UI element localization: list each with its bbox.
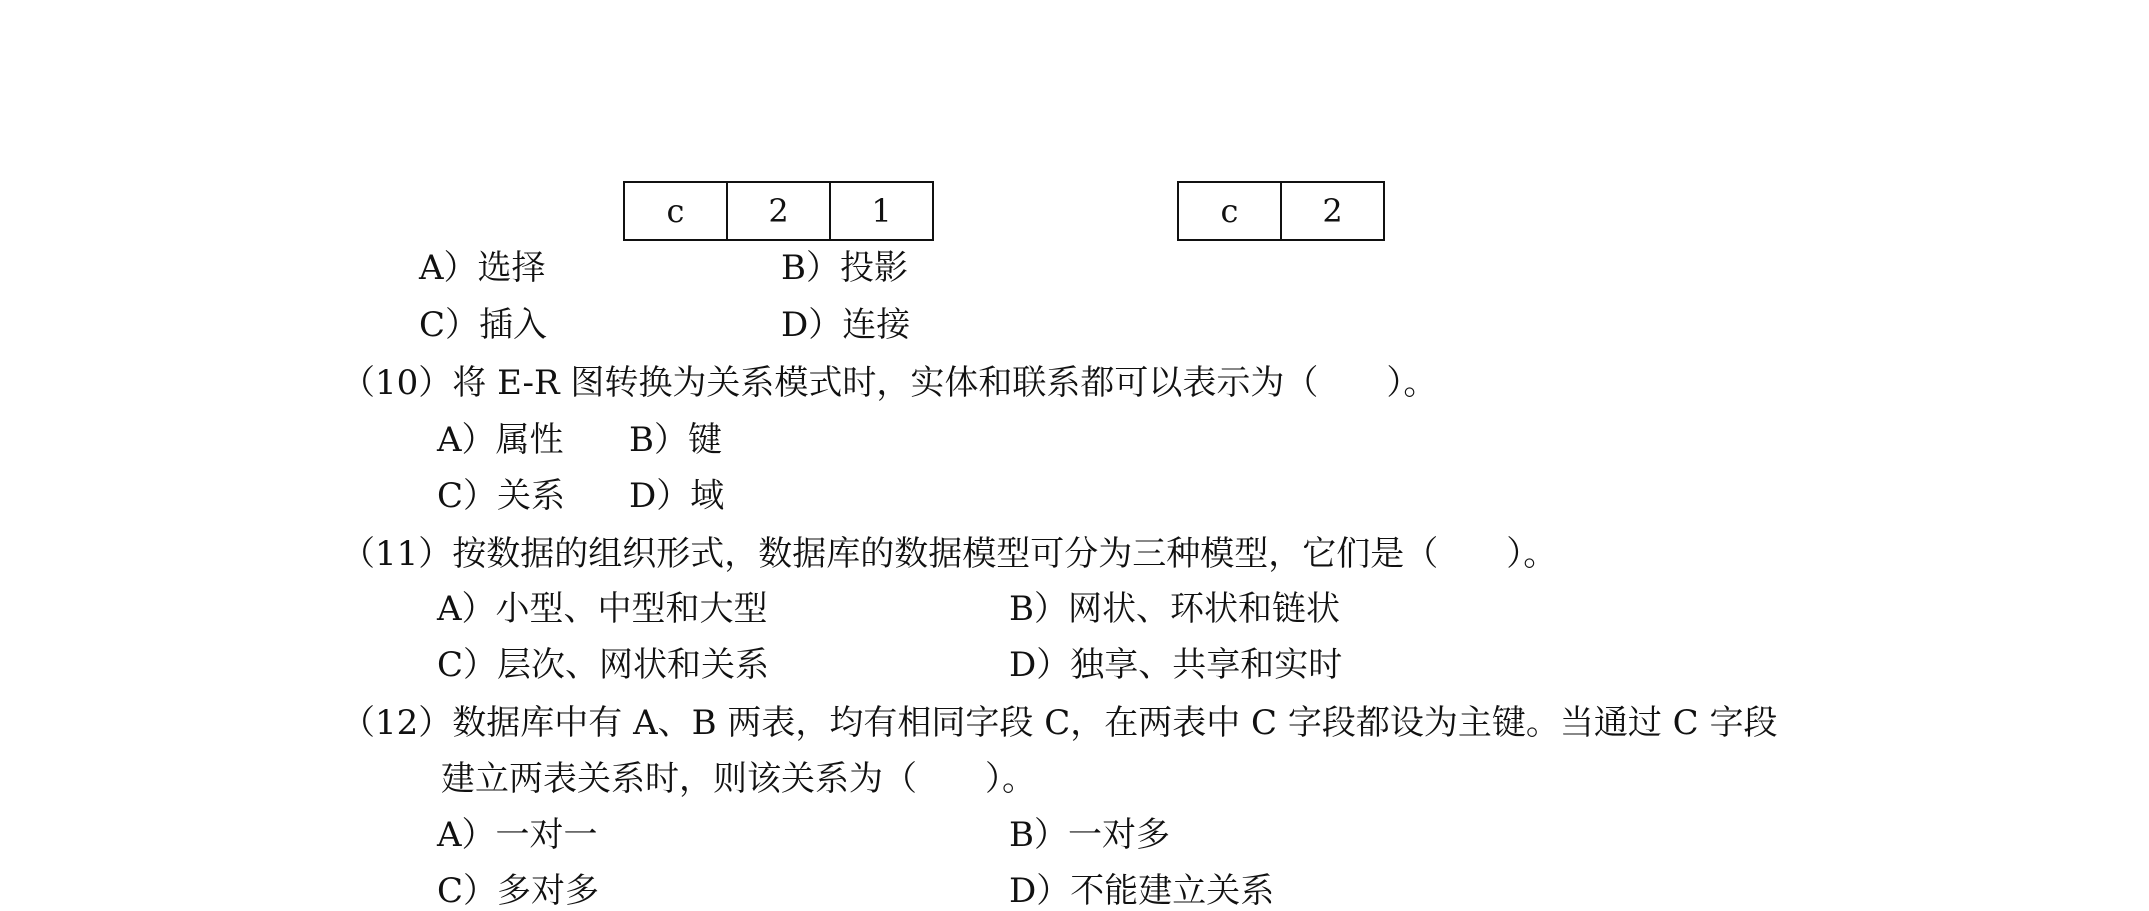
q10-option-d: D）域 <box>629 476 725 516</box>
q9-option-d: D）连接 <box>781 305 911 345</box>
q12-option-c: C）多对多 <box>437 871 600 911</box>
q12-option-a: A）一对一 <box>437 815 598 855</box>
table-cell: 2 <box>1281 182 1384 240</box>
relation-table-left <box>623 181 934 241</box>
q9-option-c: C）插入 <box>419 305 548 345</box>
table-cell: c <box>1178 182 1281 240</box>
q10-option-b: B）键 <box>629 420 722 460</box>
table-cell: 1 <box>830 182 933 240</box>
q10-option-a: A）属性 <box>437 420 564 460</box>
q12-option-b: B）一对多 <box>1009 815 1170 855</box>
q11-option-b: B）网状、环状和链状 <box>1009 589 1340 629</box>
q11-option-a: A）小型、中型和大型 <box>437 589 768 629</box>
q9-option-a: A）选择 <box>419 248 546 288</box>
question-12-text-line1: （12）数据库中有 A、B 两表，均有相同字段 C，在两表中 C 字段都设为主键。当通过 C 字段 <box>341 703 1778 743</box>
q9-option-b: B）投影 <box>781 248 908 288</box>
table-cell: 2 <box>727 182 830 240</box>
q10-option-c: C）关系 <box>437 476 566 516</box>
question-10-text: （10）将 E-R 图转换为关系模式时，实体和联系都可以表示为（ ）。 <box>341 363 1438 403</box>
table-cell: c <box>624 182 727 240</box>
relation-table-right <box>1177 181 1385 241</box>
question-12-text-line2: 建立两表关系时，则该关系为（ ）。 <box>441 759 1036 799</box>
question-11-text: （11）按数据的组织形式，数据库的数据模型可分为三种模型，它们是（ ）。 <box>341 534 1558 574</box>
q12-option-d: D）不能建立关系 <box>1009 871 1275 911</box>
table-row <box>624 182 933 240</box>
table-row <box>1178 182 1384 240</box>
q11-option-d: D）独享、共享和实时 <box>1009 645 1343 685</box>
q11-option-c: C）层次、网状和关系 <box>437 645 770 685</box>
